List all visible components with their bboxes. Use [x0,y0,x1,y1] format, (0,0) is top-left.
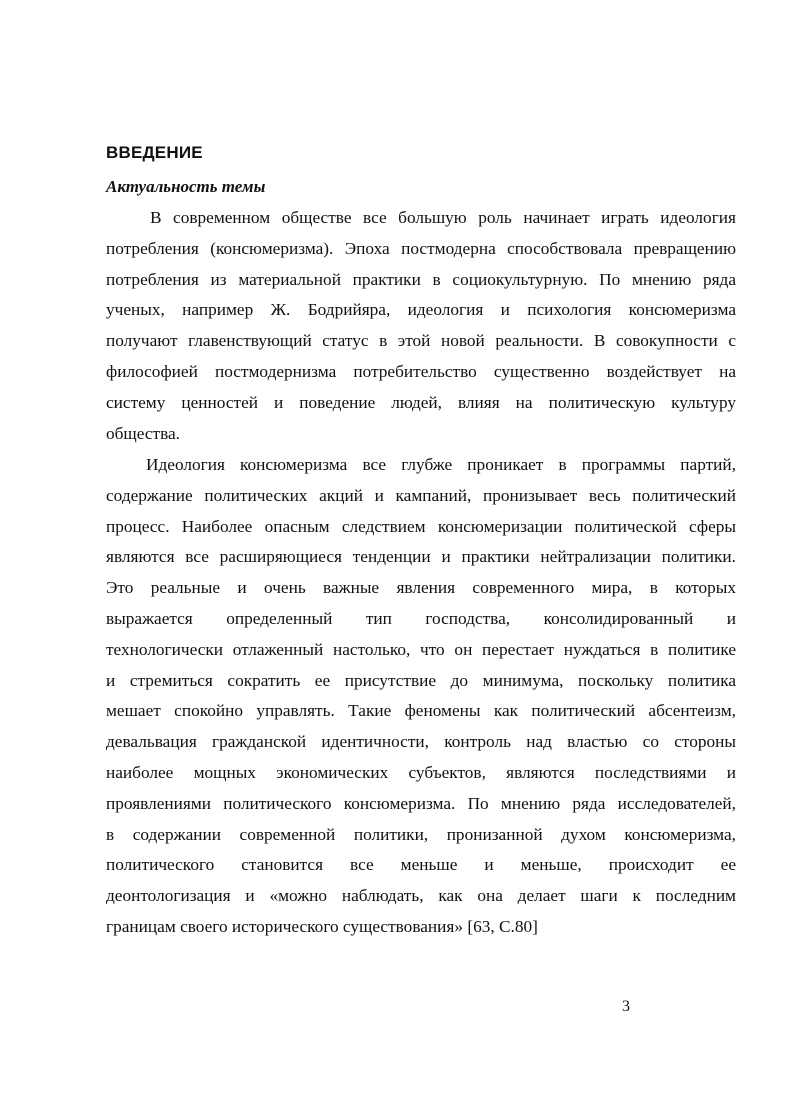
text-line: проявлениями политического консюмеризма. По мнению ряда исследователей, [106,793,736,813]
text-line: потребления из материальной практики в социокультурную. По мнению ряда [106,269,736,289]
text-line: содержание политических акций и кампаний, пронизывает весь политический [106,485,736,505]
text-line: границам своего исторического существования» [63, С.80] [106,916,538,936]
text-line: политического становится все меньше и меньше, происходит ее [106,855,736,875]
text-line: и стремиться сократить ее присутствие до минимума, поскольку политика [106,670,736,690]
text-line: получают главенствующий статус в этой новой реальности. В совокупности с [106,331,736,351]
text-line: систему ценностей и поведение людей, влияя на политическую культуру [106,392,736,412]
paragraph-1 [106,203,736,449]
text-line: технологически отлаженный настолько, что он перестает нуждаться в политике [106,639,736,659]
text-line: деонтологизация и «можно наблюдать, как она делает шаги к последним [106,886,736,906]
text-line: философией постмодернизма потребительство существенно воздействует на [106,361,736,381]
page-number: 3 [622,998,630,1015]
text-line: мешает спокойно управлять. Такие феномены как политический абсентеизм, [106,701,736,721]
section-heading: ВВЕДЕНИЕ [106,143,203,162]
text-line: являются все расширяющиеся тенденции и практики нейтрализации политики. [106,547,736,567]
text-line: Идеология консюмеризма все глубже проникает в программы партий, [146,455,736,474]
paragraph-2 [106,450,736,943]
text-line: В современном обществе все большую роль начинает играть идеология [150,208,736,227]
text-line: наиболее мощных экономических субъектов, являются последствиями и [106,762,736,782]
section-subheading: Актуальность темы [106,177,266,196]
text-line: ученых, например Ж. Бодрийяра, идеология и психология консюмеризма [106,300,736,320]
text-line: выражается определенный тип господства, консолидированный и [106,608,736,628]
text-line: общества. [106,423,180,443]
text-line: в содержании современной политики, пронизанной духом консюмеризма, [106,824,736,844]
text-line: Это реальные и очень важные явления современного мира, в которых [106,578,736,598]
text-line: девальвация гражданской идентичности, контроль над властью со стороны [106,732,736,752]
text-line: процесс. Наиболее опасным следствием консюмеризации политической сферы [106,516,736,536]
text-line: потребления (консюмеризма). Эпоха постмодерна способствовала превращению [106,238,736,258]
